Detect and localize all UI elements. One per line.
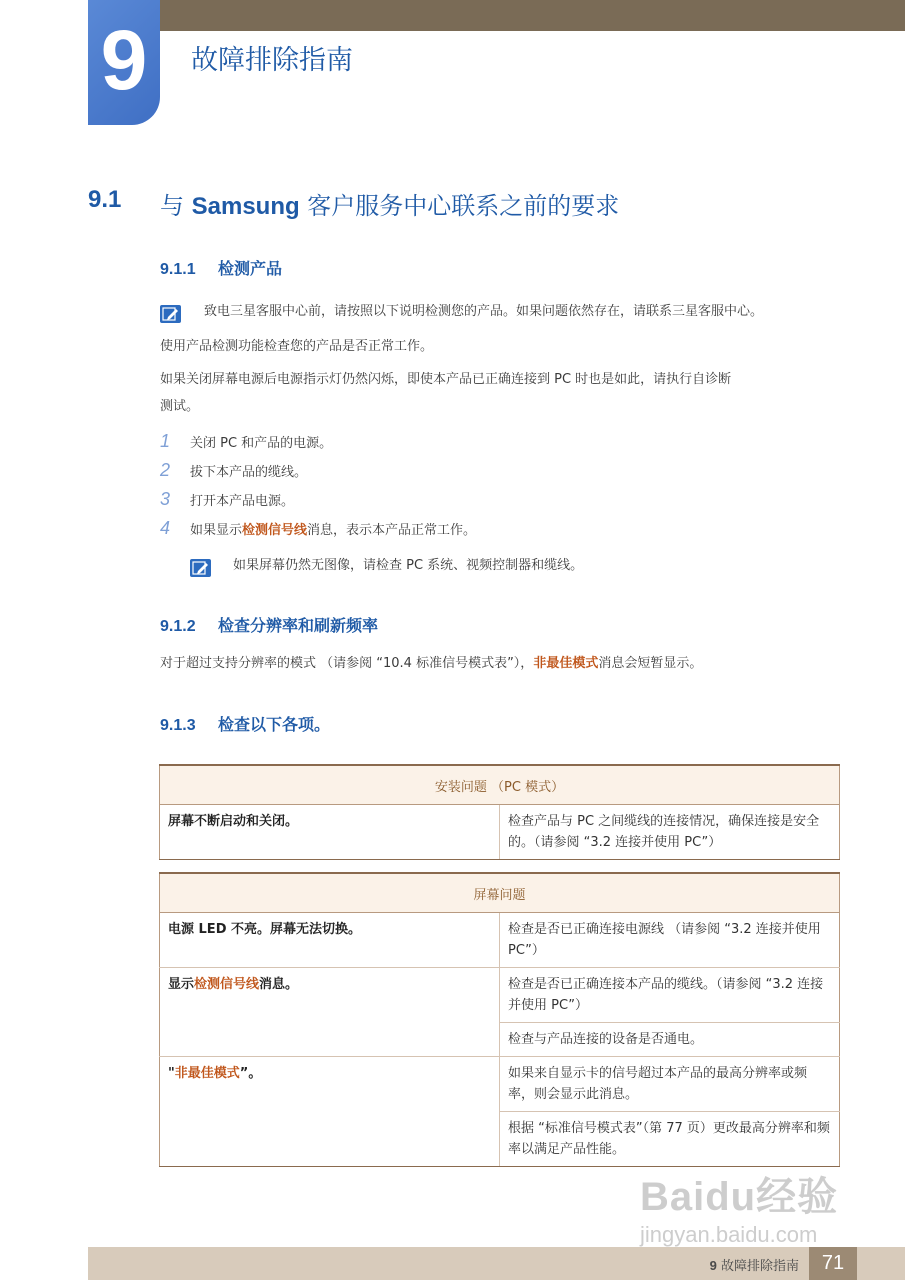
- section-title: 与 Samsung 客户服务中心联系之前的要求: [160, 192, 620, 220]
- list-item: 2 拔下本产品的缆线。: [160, 460, 308, 480]
- screen-issue-table: [159, 872, 840, 1167]
- table-cell: 检查与产品连接的设备是否通电。: [500, 1023, 840, 1057]
- chapter-title: 故障排除指南: [191, 45, 353, 76]
- table-cell: 根据 “标准信号模式表”（第 77 页）更改最高分辨率和频率以满足产品性能。: [500, 1112, 840, 1167]
- table-row: [160, 968, 840, 1023]
- note-icon: [160, 305, 181, 323]
- list-item: 3 打开本产品电源。: [160, 489, 295, 509]
- table-cell: 电源 LED 不亮。屏幕无法切换。: [160, 913, 500, 968]
- table-row: [160, 913, 840, 968]
- section-number: 9.1: [88, 186, 122, 213]
- page-number: 71: [809, 1247, 857, 1280]
- table-cell: 检查产品与 PC 之间缆线的连接情况，确保连接是安全的。（请参阅 “3.2 连接并使用 PC”）: [500, 805, 840, 860]
- table-header: 安装问题 （PC 模式）: [160, 765, 840, 805]
- chapter-number-badge: 9: [88, 0, 160, 125]
- subsection-title-9-1-1: 9.1.1 检测产品: [160, 259, 283, 278]
- paragraph: 对于超过支持分辨率的模式 （请参阅 “10.4 标准信号模式表”），非最佳模式消息会短暂显示。: [160, 656, 703, 671]
- paragraph: 如果关闭屏幕电源后电源指示灯仍然闪烁，即使本产品已正确连接到 PC 时也是如此，请执行自诊断: [160, 372, 732, 387]
- list-item: 1 关闭 PC 和产品的电源。: [160, 431, 333, 451]
- install-issue-table: [159, 764, 840, 860]
- table-cell: 屏幕不断启动和关闭。: [160, 805, 500, 860]
- table-cell: 检查是否已正确连接本产品的缆线。（请参阅 “3.2 连接并使用 PC”）: [500, 968, 840, 1023]
- note-text: 致电三星客服中心前，请按照以下说明检测您的产品。如果问题依然存在，请联系三星客服中心。: [204, 304, 764, 319]
- note-icon: [190, 559, 211, 577]
- footer-band: [88, 1247, 905, 1280]
- subsection-title-9-1-2: 9.1.2 检查分辨率和刷新频率: [160, 616, 379, 635]
- paragraph: 测试。: [160, 399, 200, 414]
- table-cell: 检查是否已正确连接电源线 （请参阅 “3.2 连接并使用 PC”）: [500, 913, 840, 968]
- table-header: 屏幕问题: [160, 873, 840, 913]
- top-band: [160, 0, 905, 31]
- table-row: [160, 1057, 840, 1112]
- watermark-logo: Baidu经验 jingyan.baidu.com: [640, 1175, 839, 1247]
- table-cell: "非最佳模式”。: [160, 1057, 500, 1167]
- table-cell: 如果来自显示卡的信号超过本产品的最高分辨率或频率，则会显示此消息。: [500, 1057, 840, 1112]
- list-item: 4 如果显示检测信号线消息，表示本产品正常工作。: [160, 518, 477, 538]
- footer-chapter-label: 9 故障排除指南: [709, 1258, 799, 1274]
- subsection-title-9-1-3: 9.1.3 检查以下各项。: [160, 715, 331, 734]
- note-text: 如果屏幕仍然无图像，请检查 PC 系统、视频控制器和缆线。: [233, 558, 584, 573]
- paragraph: 使用产品检测功能检查您的产品是否正常工作。: [160, 339, 434, 354]
- table-row: [160, 805, 840, 860]
- table-cell: 显示检测信号线消息。: [160, 968, 500, 1057]
